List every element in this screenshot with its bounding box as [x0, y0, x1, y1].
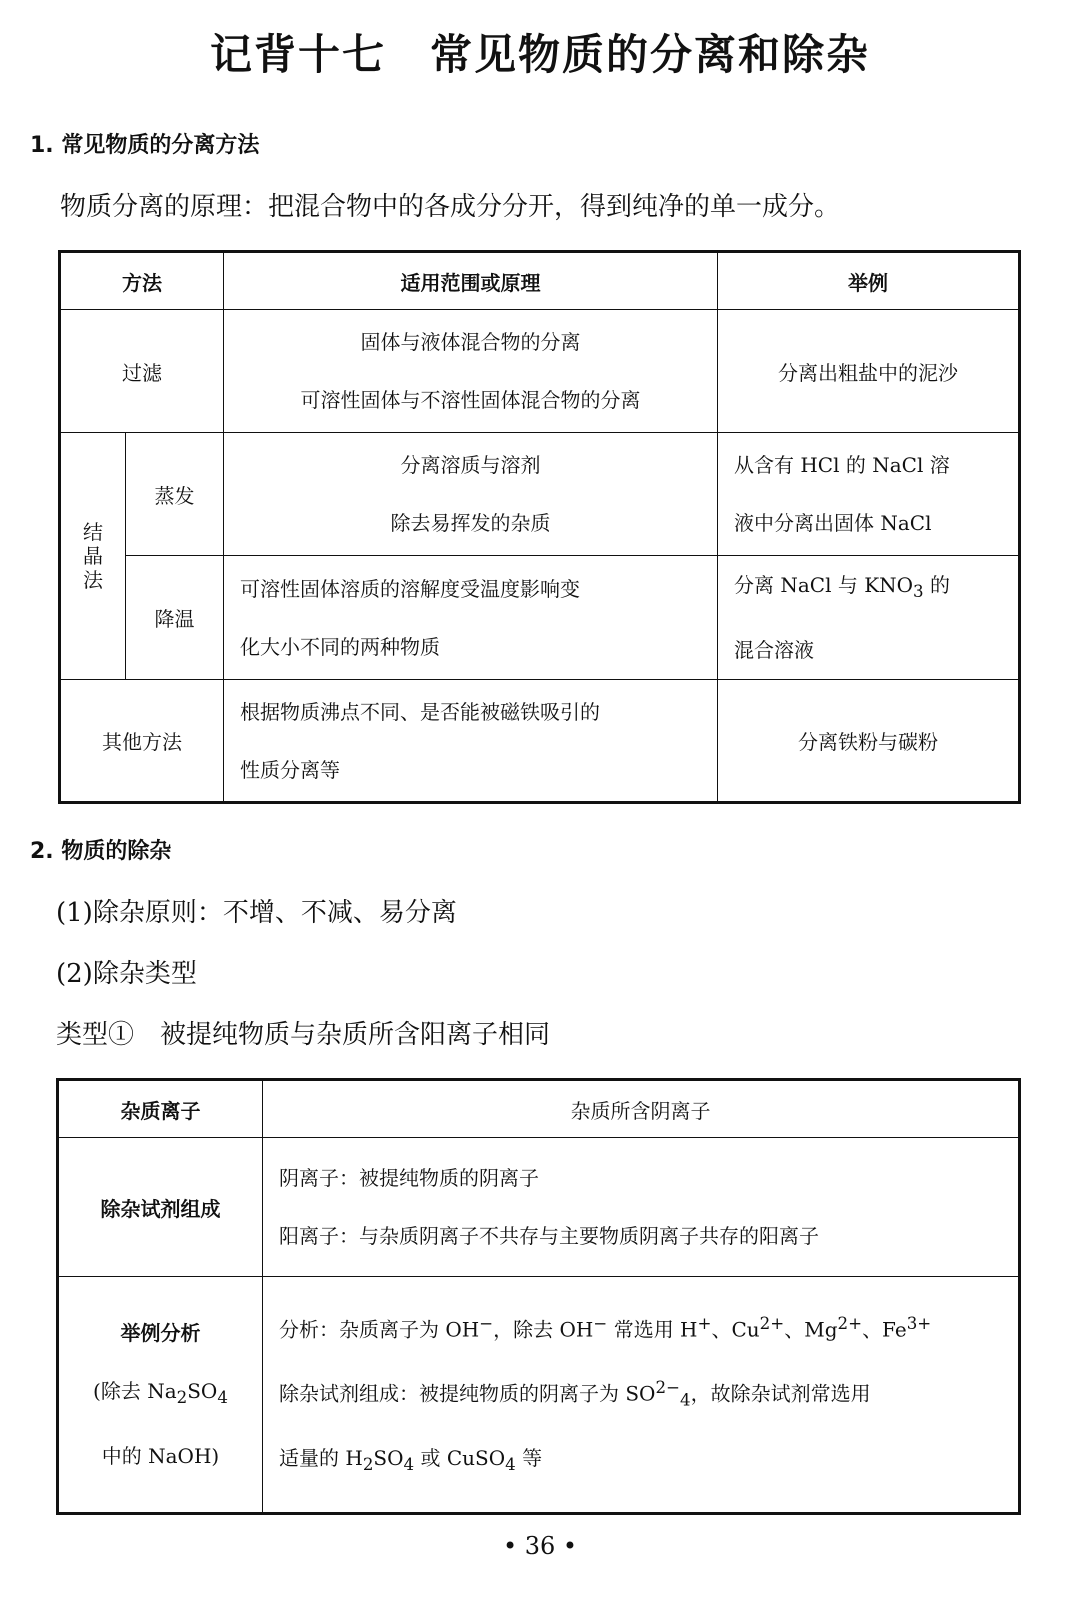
table-row [60, 556, 1020, 680]
table-row [58, 1277, 1020, 1514]
method-evaporation: 蒸发 [126, 433, 224, 556]
table-row [58, 1138, 1020, 1277]
impurity-removal-table [56, 1078, 1021, 1515]
impurity-rule: (1)除杂原则：不增、不减、易分离 [56, 898, 457, 928]
method-other: 其他方法 [60, 680, 224, 803]
header-example: 举例 [718, 252, 1020, 310]
scope-cooling: 可溶性固体溶质的溶解度受温度影响变 化大小不同的两种物质 [224, 556, 718, 680]
reagent-composition-label: 除杂试剂组成 [58, 1138, 263, 1277]
scope-filtration: 固体与液体混合物的分离 可溶性固体与不溶性固体混合物的分离 [224, 310, 718, 433]
example-evaporation: 从含有 HCl 的 NaCl 溶 液中分离出固体 NaCl [718, 433, 1020, 556]
table-row [58, 1080, 1020, 1138]
example-cooling: 分离 NaCl 与 $KNO_3$ 的 混合溶液 [718, 556, 1020, 680]
example-filtration: 分离出粗盐中的泥沙 [718, 310, 1020, 433]
example-analysis-value: 分析：杂质离子为 OH−，除去 OH− 常选用 H+、$Cu^{2+}$、$Mg^{2+}$、$Fe^{3+}$ 除杂试剂组成：被提纯物质的阴离子为 $SO^{2-}_4$，故除杂试剂常选用 适量的 $H_2SO_4$ 或 CuSO$_4$ 等 [263, 1277, 1020, 1514]
table-row [60, 433, 1020, 556]
scope-evaporation: 分离溶质与溶剂 除去易挥发的杂质 [224, 433, 718, 556]
section-heading-separation: 1. 常见物质的分离方法 [30, 133, 260, 158]
scope-other: 根据物质沸点不同、是否能被磁铁吸引的 性质分离等 [224, 680, 718, 803]
method-cooling: 降温 [126, 556, 224, 680]
reagent-composition-value: 阴离子：被提纯物质的阴离子 阳离子：与杂质阴离子不共存与主要物质阴离子共存的阳离子 [263, 1138, 1020, 1277]
separation-principle: 物质分离的原理：把混合物中的各成分分开，得到纯净的单一成分。 [60, 192, 841, 222]
method-filtration: 过滤 [60, 310, 224, 433]
header-scope: 适用范围或原理 [224, 252, 718, 310]
separation-methods-table [58, 250, 1021, 804]
page-title: 记背十七 常见物质的分离和除杂 [209, 30, 870, 79]
table-row [60, 680, 1020, 803]
impurity-type-1: 类型① 被提纯物质与杂质所含阳离子相同 [56, 1020, 551, 1050]
impurity-ion-label: 杂质离子 [58, 1080, 263, 1138]
section-heading-impurity: 2. 物质的除杂 [30, 839, 172, 864]
header-method: 方法 [60, 252, 224, 310]
crystallization-label: 结 晶 法 [60, 433, 126, 680]
page-number: • 36 • [502, 1532, 578, 1560]
example-other: 分离铁粉与碳粉 [718, 680, 1020, 803]
impurity-types-heading: (2)除杂类型 [56, 959, 197, 989]
impurity-ion-value: 杂质所含阴离子 [263, 1080, 1020, 1138]
example-analysis-label: 举例分析 (除去 $Na_2SO_4$ 中的 NaOH) [58, 1277, 263, 1514]
table-row [60, 310, 1020, 433]
